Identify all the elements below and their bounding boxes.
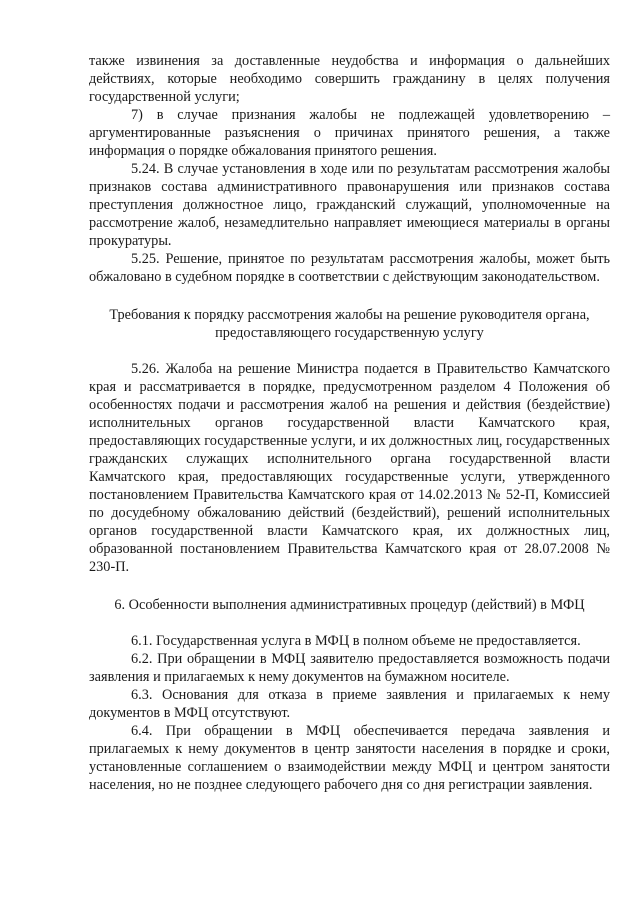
paragraph-5-25: 5.25. Решение, принятое по результатам рассмотрения жалобы, может быть обжаловано в судебном порядке в соответствии с действующим законодательством. (89, 251, 610, 285)
spacer (89, 614, 610, 632)
paragraph-continuation: также извинения за доставленные неудобства и информация о дальнейших действиях, которые необходимо совершить гражданину в целях получения государственной услуги; (89, 53, 610, 105)
paragraph-6-1: 6.1. Государственная услуга в МФЦ в полном объеме не предоставляется. (131, 633, 581, 649)
spacer (89, 342, 610, 360)
section-heading-6: 6. Особенности выполнения административных процедур (действий) в МФЦ (114, 597, 585, 613)
paragraph-6-3: 6.3. Основания для отказа в приеме заявления и прилагаемых к нему документов в МФЦ отсутствуют. (89, 687, 610, 721)
paragraph-6-4: 6.4. При обращении в МФЦ обеспечивается передача заявления и прилагаемых к нему документов в центр занятости населения в порядке и сроки, установленные соглашением о взаимодействии между МФЦ и центром занятости населения, но не позднее следующего рабочего дня со дня регистрации заявления. (89, 723, 610, 793)
section-heading-requirements: Требования к порядку рассмотрения жалобы на решение руководителя органа, предоставляющего государственную услугу (109, 307, 590, 341)
paragraph-5-26: 5.26. Жалоба на решение Министра подается в Правительство Камчатского края и рассматривается в порядке, предусмотренном разделом 4 Положения об особенностях подачи и рассмотрения жалоб на решения и действия (бездействие) исполнительных органов государственной власти Камчатского края, предоставляющих государственные услуги, и их должностных лиц, государственных гражданских служащих исполнительного органа государственной власти Камчатского края, предоставляющих государственные услуги, утвержденного постановлением Правительства Камчатского края от 14.02.2013 № 52-П, Комиссией по досудебному обжалованию действий (бездействий), решений исполнительных органов государственной власти Камчатского края, их должностных лиц, образованной постановлением Правительства Камчатского края от 28.07.2008 № 230-П. (89, 361, 610, 575)
paragraph-item-7: 7) в случае признания жалобы не подлежащей удовлетворению – аргументированные разъяснения о причинах принятого решения, а также информация о порядке обжалования принятого решения. (89, 107, 610, 159)
spacer (89, 286, 610, 306)
paragraph-6-2: 6.2. При обращении в МФЦ заявителю предоставляется возможность подачи заявления и прилагаемых к нему документов на бумажном носителе. (89, 651, 610, 685)
paragraph-5-24: 5.24. В случае установления в ходе или по результатам рассмотрения жалобы признаков состава административного правонарушения или признаков состава преступления должностное лицо, гражданский служащий, уполномоченные на рассмотрение жалоб, незамедлительно направляет имеющиеся материалы в органы прокуратуры. (89, 161, 610, 249)
spacer (89, 576, 610, 596)
document-page (89, 52, 610, 794)
